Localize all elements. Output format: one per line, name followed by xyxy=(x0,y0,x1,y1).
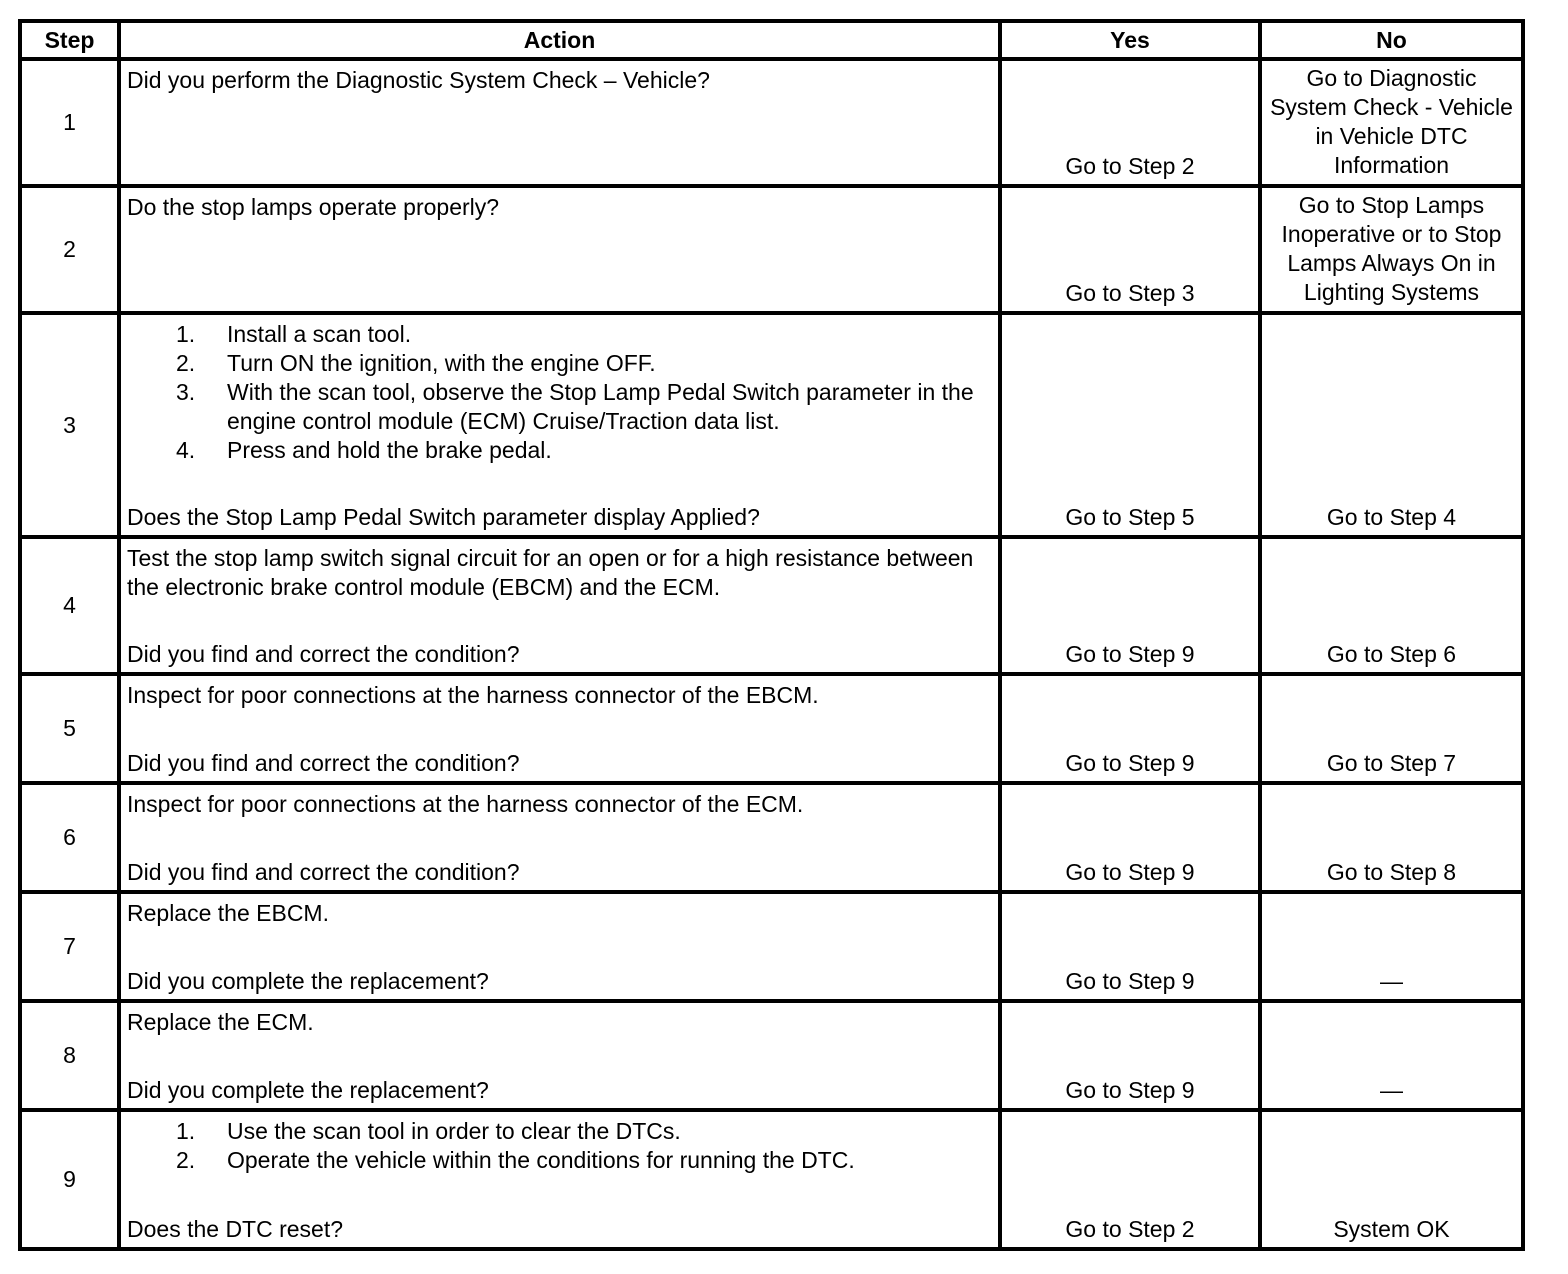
no-cell xyxy=(1260,59,1523,186)
list-text: Turn ON the ignition, with the engine OFF. xyxy=(227,350,656,376)
action-text: Inspect for poor connections at the harness connector of the EBCM. xyxy=(127,682,819,708)
action-question: Did you complete the replacement? xyxy=(127,968,489,994)
no-cell xyxy=(1260,674,1523,783)
table-row xyxy=(20,186,1523,313)
list-number: 3. xyxy=(176,379,196,405)
action-question: Did you find and correct the condition? xyxy=(127,859,520,885)
no-cell xyxy=(1260,783,1523,892)
step-number: 4 xyxy=(20,537,119,674)
step-number: 1 xyxy=(20,59,119,186)
list-text: Use the scan tool in order to clear the DTCs. xyxy=(227,1118,681,1144)
list-number: 2. xyxy=(176,350,196,376)
action-cell xyxy=(119,783,1000,892)
action-text: Do the stop lamps operate properly? xyxy=(127,194,500,220)
list-item xyxy=(127,1117,992,1146)
no-text: Go to Stop Lamps Inoperative or to Stop Lamps Always On in Lighting Systems xyxy=(1281,192,1502,305)
table-row xyxy=(20,892,1523,1001)
header-step: Step xyxy=(20,21,119,59)
no-text: Go to Step 4 xyxy=(1326,504,1457,530)
action-cell xyxy=(119,1001,1000,1110)
yes-cell xyxy=(1000,59,1260,186)
table-row xyxy=(20,1110,1523,1249)
action-cell xyxy=(119,59,1000,186)
table-row xyxy=(20,783,1523,892)
action-question: Does the Stop Lamp Pedal Switch parameter display Applied? xyxy=(127,504,760,530)
yes-text: Go to Step 2 xyxy=(1065,1216,1195,1242)
yes-text: Go to Step 3 xyxy=(1065,280,1195,306)
header-no: No xyxy=(1260,21,1523,59)
action-text: Inspect for poor connections at the harness connector of the ECM. xyxy=(127,791,804,817)
list-number: 1. xyxy=(176,321,196,347)
action-cell xyxy=(119,892,1000,1001)
yes-text: Go to Step 9 xyxy=(1065,641,1195,667)
yes-cell xyxy=(1000,1001,1260,1110)
no-cell xyxy=(1260,186,1523,313)
yes-cell xyxy=(1000,892,1260,1001)
action-cell xyxy=(119,313,1000,537)
action-question: Did you complete the replacement? xyxy=(127,1077,489,1103)
action-list xyxy=(127,320,992,465)
action-list xyxy=(127,1117,992,1175)
action-text: Replace the EBCM. xyxy=(127,900,329,926)
action-text: Test the stop lamp switch signal circuit for an open or for a high resistance between the electronic brake control module (EBCM) and the ECM. xyxy=(127,545,974,600)
no-text: Go to Step 7 xyxy=(1326,750,1457,776)
no-cell xyxy=(1260,1001,1523,1110)
list-item xyxy=(127,320,992,349)
no-cell xyxy=(1260,537,1523,674)
list-text: Press and hold the brake pedal. xyxy=(227,437,552,463)
list-text: Operate the vehicle within the conditions for running the DTC. xyxy=(227,1147,855,1173)
yes-cell xyxy=(1000,537,1260,674)
step-number: 3 xyxy=(20,313,119,537)
action-text: Did you perform the Diagnostic System Check – Vehicle? xyxy=(127,67,710,93)
list-item xyxy=(127,436,992,465)
list-number: 2. xyxy=(176,1147,196,1173)
step-number: 8 xyxy=(20,1001,119,1110)
action-question: Did you find and correct the condition? xyxy=(127,641,520,667)
table-row xyxy=(20,674,1523,783)
action-text: Replace the ECM. xyxy=(127,1009,314,1035)
header-action: Action xyxy=(119,21,1000,59)
header-row xyxy=(20,21,1523,59)
step-number: 6 xyxy=(20,783,119,892)
header-yes: Yes xyxy=(1000,21,1260,59)
no-text: Go to Diagnostic System Check - Vehicle in Vehicle DTC Information xyxy=(1270,65,1513,178)
action-question: Did you find and correct the condition? xyxy=(127,750,520,776)
list-text: With the scan tool, observe the Stop Lamp Pedal Switch parameter in the engine control module (ECM) Cruise/Traction data list. xyxy=(227,379,974,434)
no-text: Go to Step 8 xyxy=(1326,859,1457,885)
yes-cell xyxy=(1000,186,1260,313)
list-item xyxy=(127,378,992,436)
table-row xyxy=(20,313,1523,537)
yes-text: Go to Step 9 xyxy=(1065,750,1195,776)
yes-text: Go to Step 9 xyxy=(1065,859,1195,885)
step-number: 5 xyxy=(20,674,119,783)
action-question: Does the DTC reset? xyxy=(127,1216,344,1242)
list-number: 1. xyxy=(176,1118,196,1144)
list-number: 4. xyxy=(176,437,196,463)
list-text: Install a scan tool. xyxy=(227,321,412,347)
no-cell xyxy=(1260,892,1523,1001)
no-text: Go to Step 6 xyxy=(1326,641,1457,667)
action-cell xyxy=(119,674,1000,783)
yes-text: Go to Step 9 xyxy=(1065,1077,1195,1103)
action-cell xyxy=(119,537,1000,674)
yes-cell xyxy=(1000,674,1260,783)
yes-cell xyxy=(1000,1110,1260,1249)
action-cell xyxy=(119,1110,1000,1249)
yes-text: Go to Step 5 xyxy=(1065,504,1195,530)
table-row xyxy=(20,537,1523,674)
action-cell xyxy=(119,186,1000,313)
yes-text: Go to Step 2 xyxy=(1065,153,1195,179)
list-item xyxy=(127,349,992,378)
step-number: 9 xyxy=(20,1110,119,1249)
no-cell xyxy=(1260,313,1523,537)
no-text: — xyxy=(1380,1077,1403,1103)
diagnostic-table xyxy=(18,19,1525,1251)
table-row xyxy=(20,59,1523,186)
yes-cell xyxy=(1000,313,1260,537)
yes-cell xyxy=(1000,783,1260,892)
step-number: 2 xyxy=(20,186,119,313)
no-text: — xyxy=(1380,968,1403,994)
step-number: 7 xyxy=(20,892,119,1001)
table-row xyxy=(20,1001,1523,1110)
yes-text: Go to Step 9 xyxy=(1065,968,1195,994)
no-text: System OK xyxy=(1333,1216,1450,1242)
list-item xyxy=(127,1146,992,1175)
no-cell xyxy=(1260,1110,1523,1249)
